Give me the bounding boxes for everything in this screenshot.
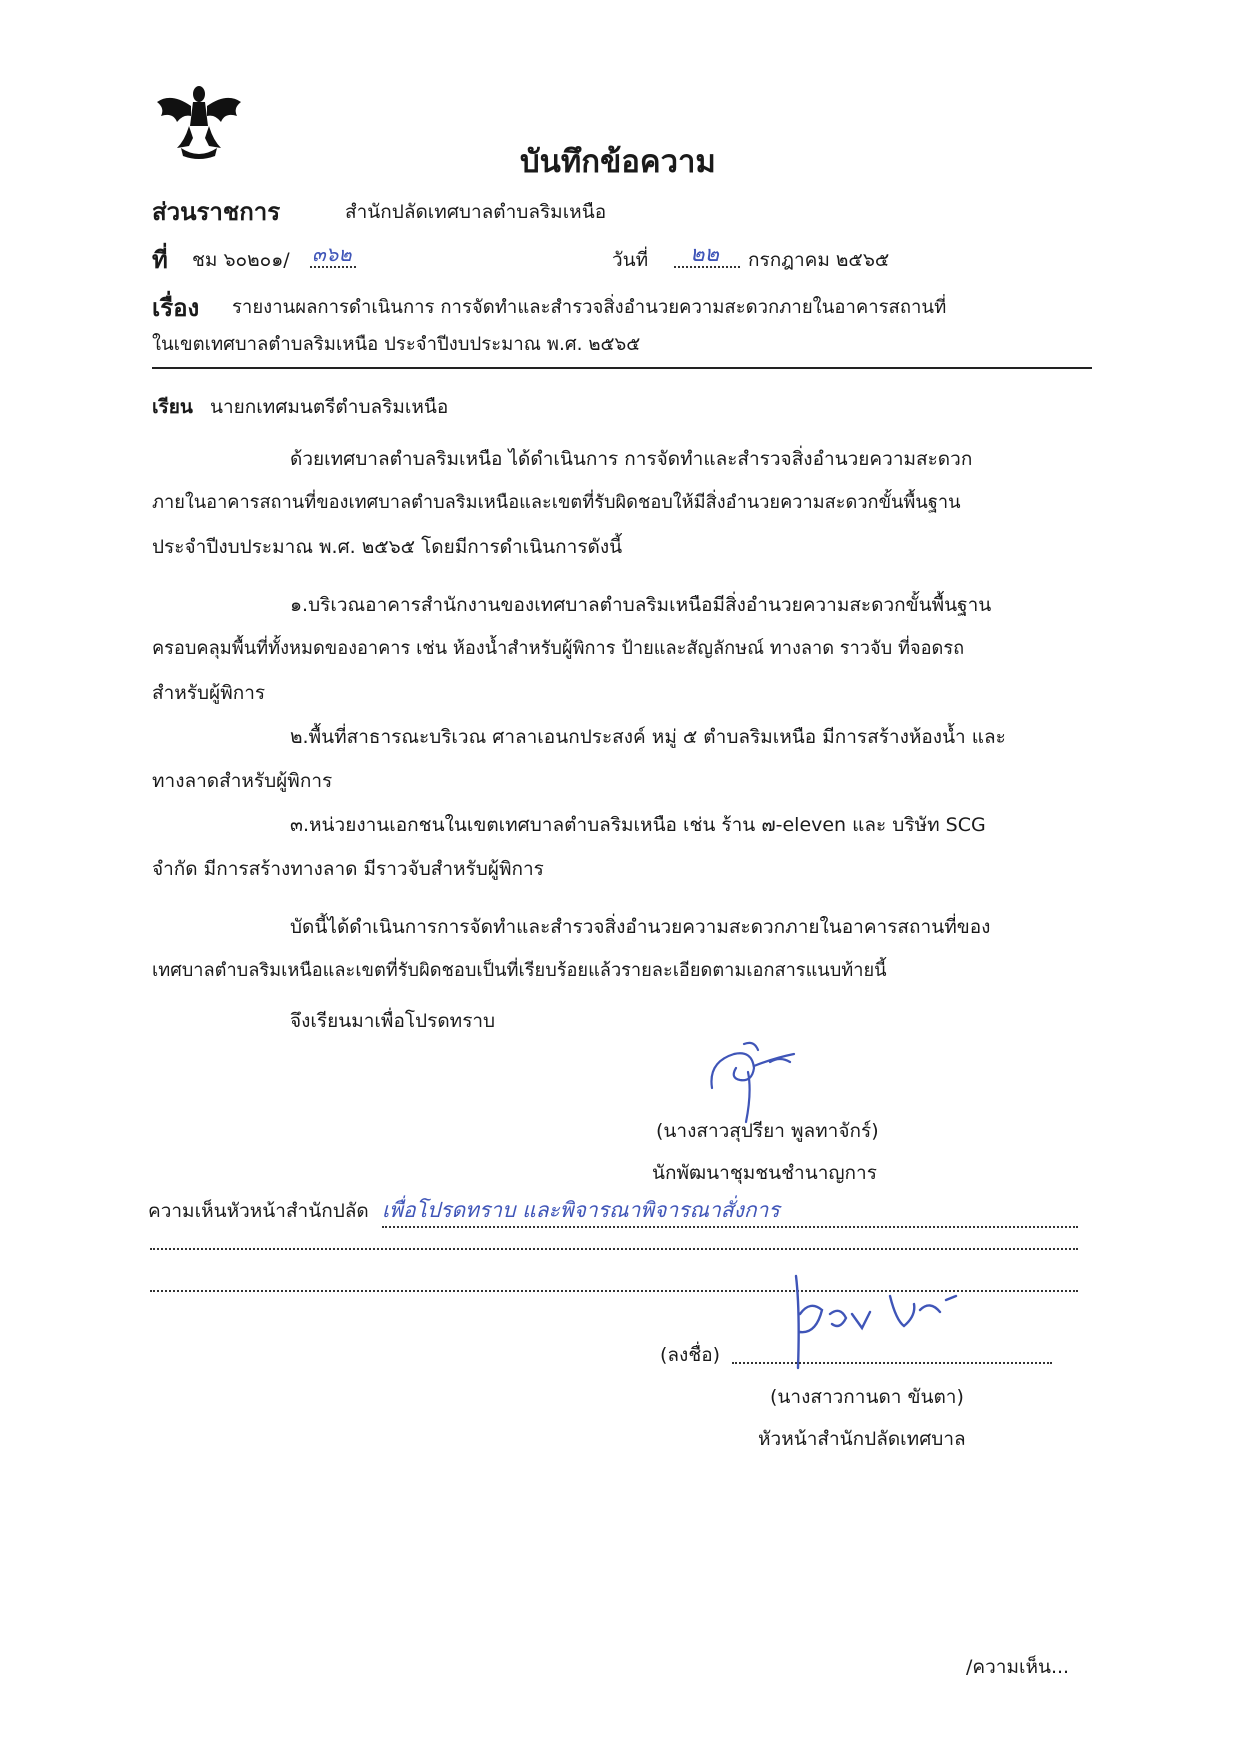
- item-2-line-1: ๒.พื้นที่สาธารณะบริเวณ ศาลาเอนกประสงค์ หมู่ ๕ ตำบลริมเหนือ มีการสร้างห้องน้ำ และ: [290, 726, 1006, 748]
- signature-image: [700, 1032, 820, 1124]
- intro-line-1: ด้วยเทศบาลตำบลริมเหนือ ได้ดำเนินการ การจัดทำและสำรวจสิ่งอำนวยความสะดวก: [290, 448, 973, 470]
- comment-handwritten: เพื่อโปรดทราบ และพิจารณาพิจารณาสั่งการ: [382, 1198, 780, 1222]
- to-label: เรียน: [152, 396, 193, 418]
- summary-line-1: บัดนี้ได้ดำเนินการการจัดทำและสำรวจสิ่งอำนวยความสะดวกภายในอาคารสถานที่ของ: [290, 916, 991, 938]
- approver-sign-dotted-line: [732, 1362, 1052, 1364]
- header-divider: [152, 367, 1092, 369]
- comment-label: ความเห็นหัวหน้าสำนักปลัด: [148, 1200, 369, 1222]
- comment-dotted-line-2: [150, 1248, 1078, 1250]
- item-1-line-3: สำหรับผู้พิการ: [152, 682, 266, 704]
- garuda-emblem-icon: [155, 82, 243, 160]
- date-day-handwritten: ๒๒: [690, 242, 720, 267]
- item-2-line-2: ทางลาดสำหรับผู้พิการ: [152, 770, 333, 792]
- comment-dotted-line-1: [382, 1226, 1078, 1228]
- to-value: นายกเทศมนตรีตำบลริมเหนือ: [210, 396, 449, 418]
- ref-handwritten: ๓๖๒: [312, 242, 352, 266]
- signatory-position: นักพัฒนาชุมชนชำนาญการ: [652, 1162, 877, 1184]
- item-1-line-2: ครอบคลุมพื้นที่ทั้งหมดของอาคาร เช่น ห้องน้ำสำหรับผู้พิการ ป้ายและสัญลักษณ์ ทางลาด ราวจับ ที่จอดรถ: [152, 638, 965, 659]
- ref-label: ที่: [152, 246, 168, 274]
- subject-line-1: รายงานผลการดำเนินการ การจัดทำและสำรวจสิ่งอำนวยความสะดวกภายในอาคารสถานที่: [232, 297, 947, 318]
- subject-line-2: ในเขตเทศบาลตำบลริมเหนือ ประจำปีงบประมาณ พ.ศ. ๒๕๖๕: [152, 334, 641, 355]
- ref-value: ชม ๖๐๒๐๑/: [192, 249, 290, 271]
- ref-dotted-line: [310, 266, 356, 268]
- continued-marker: /ความเห็น...: [966, 1656, 1070, 1678]
- signatory-name: (นางสาวสุปรียา พูลทาจักร์): [656, 1120, 879, 1142]
- subject-label: เรื่อง: [152, 294, 200, 322]
- intro-line-3: ประจำปีงบประมาณ พ.ศ. ๒๕๖๕ โดยมีการดำเนินการดังนี้: [152, 536, 623, 558]
- date-month-year: กรกฎาคม ๒๕๖๕: [748, 249, 890, 271]
- approver-position: หัวหน้าสำนักปลัดเทศบาล: [758, 1428, 966, 1450]
- approver-signature-image: [770, 1270, 980, 1370]
- closing-line: จึงเรียนมาเพื่อโปรดทราบ: [290, 1010, 496, 1032]
- item-3-line-2: จำกัด มีการสร้างทางลาด มีราวจับสำหรับผู้พิการ: [152, 858, 544, 880]
- item-1-line-1: ๑.บริเวณอาคารสำนักงานของเทศบาลตำบลริมเหนือมีสิ่งอำนวยความสะดวกขั้นพื้นฐาน: [290, 594, 992, 616]
- approver-name: (นางสาวกานดา ขันตา): [770, 1386, 964, 1408]
- approver-sign-label: (ลงชื่อ): [660, 1344, 721, 1366]
- agency-value: สำนักปลัดเทศบาลตำบลริมเหนือ: [345, 201, 607, 223]
- item-3-line-1: ๓.หน่วยงานเอกชนในเขตเทศบาลตำบลริมเหนือ เช่น ร้าน ๗-eleven และ บริษัท SCG: [290, 814, 986, 836]
- date-label: วันที่: [612, 249, 649, 271]
- agency-label: ส่วนราชการ: [152, 198, 281, 226]
- page-title: บันทึกข้อความ: [520, 144, 716, 180]
- summary-line-2: เทศบาลตำบลริมเหนือและเขตที่รับผิดชอบเป็นที่เรียบร้อยแล้วรายละเอียดตามเอกสารแนบท้ายนี้: [152, 960, 887, 981]
- intro-line-2: ภายในอาคารสถานที่ของเทศบาลตำบลริมเหนือและเขตที่รับผิดชอบให้มีสิ่งอำนวยความสะดวกขั้นพื้นฐาน: [152, 492, 961, 513]
